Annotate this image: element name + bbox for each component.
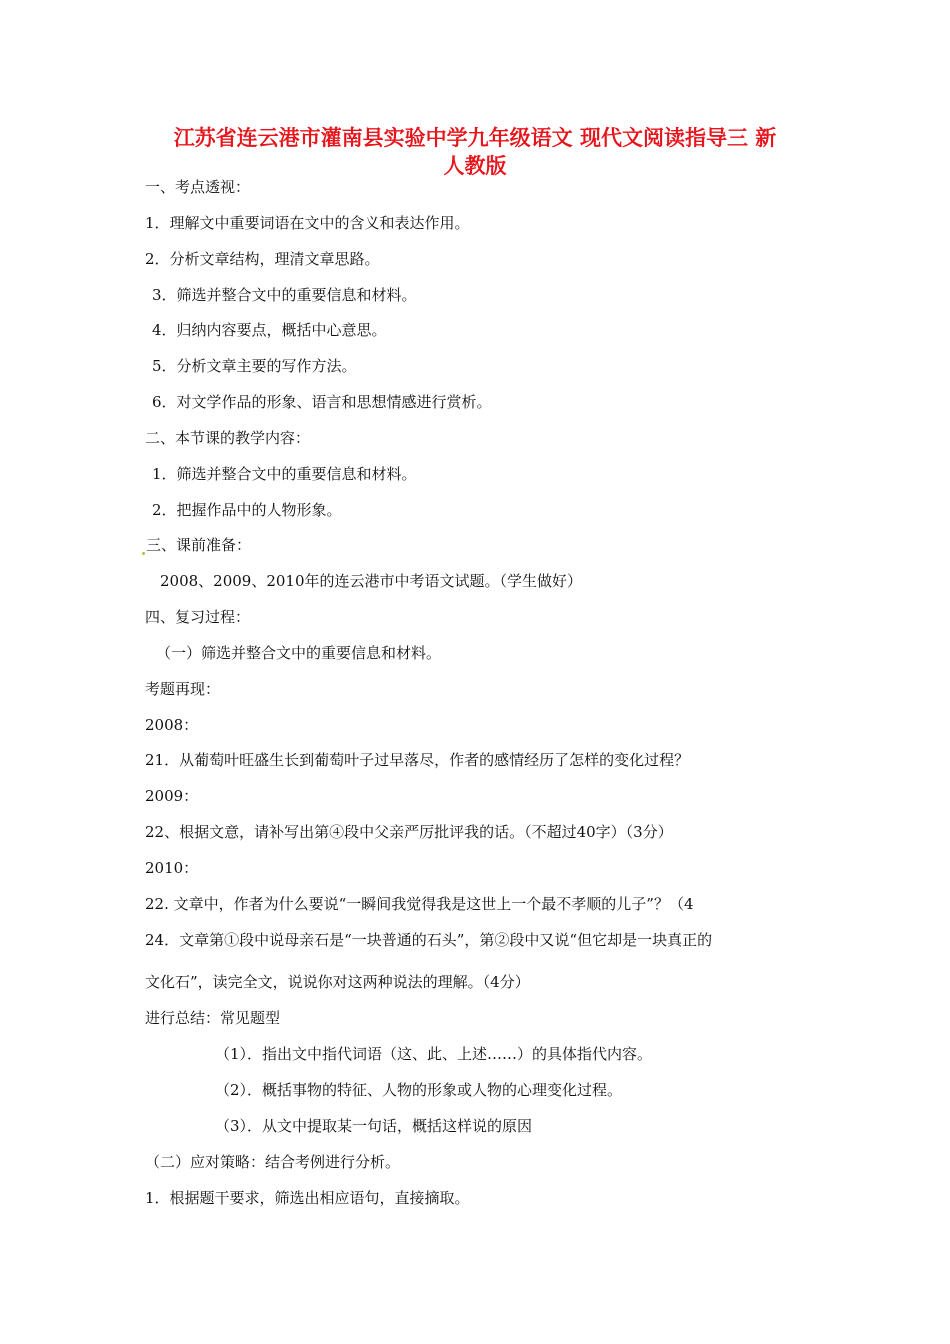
list-item: 1．筛选并整合文中的重要信息和材料。: [152, 465, 417, 483]
section-heading-3: 三、课前准备：: [146, 536, 252, 554]
question-text: 24．文章第①段中说母亲石是“一块普通的石头”，第②段中又说“但它却是一块真正的: [145, 931, 713, 949]
list-item: 2．分析文章结构，理清文章思路。: [145, 250, 380, 268]
section-heading-4: 四、复习过程：: [145, 608, 251, 626]
year-label: 2010：: [145, 859, 199, 877]
question-type-item: （2）．概括事物的特征、人物的形象或人物的心理变化过程。: [215, 1081, 623, 1099]
marker-dot: [142, 552, 145, 555]
summary-heading: 进行总结：常见题型: [145, 1009, 281, 1027]
list-item: 4．归纳内容要点，概括中心意思。: [152, 321, 387, 339]
title-line-2: 人教版: [443, 154, 507, 178]
year-label: 2008：: [145, 716, 199, 734]
subsection-heading-1: （一）筛选并整合文中的重要信息和材料。: [156, 644, 442, 662]
document-title: [140, 124, 810, 180]
list-item: 1．理解文中重要词语在文中的含义和表达作用。: [145, 214, 470, 232]
strategy-item: 1．根据题干要求，筛选出相应语句，直接摘取。: [145, 1189, 470, 1207]
question-text: 22、根据文意，请补写出第④段中父亲严厉批评我的话。（不超过40字）（3分）: [145, 823, 673, 841]
question-text: 22. 文章中，作者为什么要说“一瞬间我觉得我是这世上一个最不孝顺的儿子”？（4: [145, 895, 694, 913]
preparation-text: 2008、2009、2010年的连云港市中考语文试题。（学生做好）: [160, 572, 583, 590]
exam-review-label: 考题再现：: [145, 680, 221, 698]
list-item: 6．对文学作品的形象、语言和思想情感进行赏析。: [152, 393, 492, 411]
year-label: 2009：: [145, 787, 199, 805]
section-heading-1: 一、考点透视：: [145, 178, 251, 196]
title-line-1: 江苏省连云港市灌南县实验中学九年级语文 现代文阅读指导三 新: [173, 126, 777, 150]
question-text: 21．从葡萄叶旺盛生长到葡萄叶子过早落尽，作者的感情经历了怎样的变化过程？: [145, 751, 690, 769]
question-text-continued: 文化石”，读完全文，说说你对这两种说法的理解。（4分）: [145, 973, 530, 991]
list-item: 2．把握作品中的人物形象。: [152, 501, 342, 519]
subsection-heading-2: （二）应对策略：结合考例进行分析。: [145, 1153, 401, 1171]
question-type-item: （3）．从文中提取某一句话，概括这样说的原因: [215, 1117, 533, 1135]
list-item: 3．筛选并整合文中的重要信息和材料。: [152, 286, 417, 304]
list-item: 5．分析文章主要的写作方法。: [152, 357, 357, 375]
section-heading-2: 二、本节课的教学内容：: [145, 429, 311, 447]
question-type-item: （1）．指出文中指代词语（这、此、上述……）的具体指代内容。: [215, 1045, 653, 1063]
section-heading-3-row: [142, 535, 251, 555]
